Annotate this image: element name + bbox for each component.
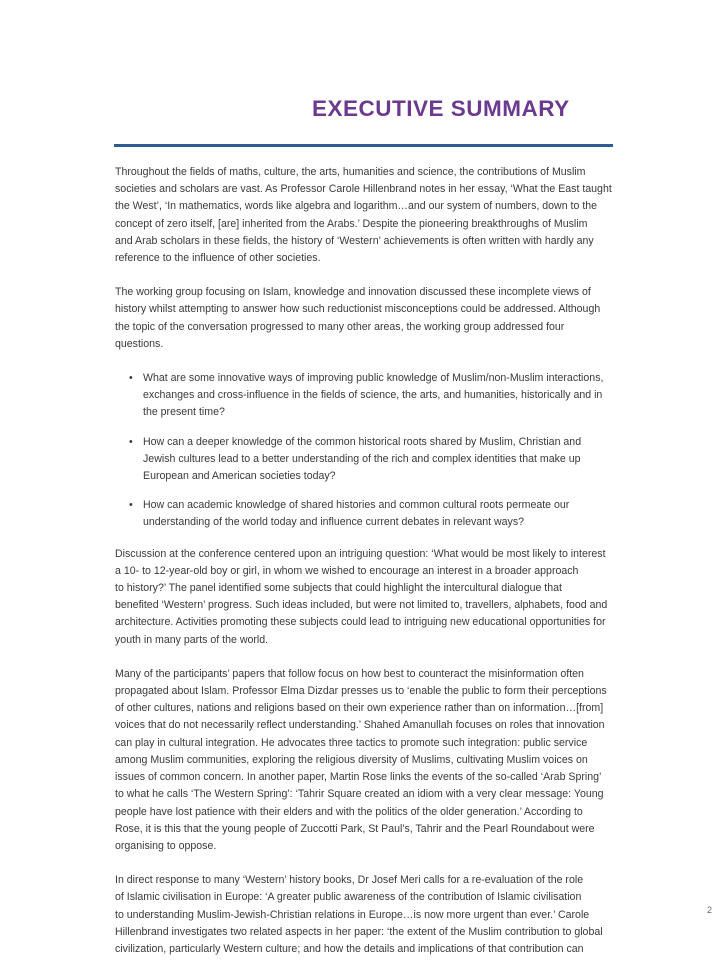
- text-line: European and American societies today?: [143, 470, 336, 483]
- text-line: Throughout the fields of maths, culture, the arts, humanities and science, the contributions of Muslim: [115, 166, 586, 178]
- text-line: How can academic knowledge of shared histories and common cultural roots permeate our: [143, 499, 570, 512]
- text-line: What are some innovative ways of improving public knowledge of Muslim/non-Muslim interactions,: [143, 372, 604, 385]
- text-line: benefited ‘Western’ progress. Such ideas included, but were not limited to, travellers, alphabets, food and: [115, 599, 608, 612]
- text-line: history whilst attempting to answer how such reductionist misconceptions could be addressed. Although: [115, 303, 601, 316]
- paragraph-4: [115, 666, 620, 855]
- page-number: 2: [706, 905, 712, 915]
- paragraph-1: [115, 164, 620, 267]
- text-line: understanding of the world today and influence current debates in relevant ways?: [143, 516, 525, 529]
- text-line: voices that do not necessarily reflect understanding.’ Shahed Amanullah focuses on roles that innovation: [115, 719, 605, 732]
- text-line: the topic of the conversation progressed to many other areas, the working group addressed four: [115, 320, 565, 333]
- text-line: architecture. Activities promoting these subjects could lead to intriguing new educational opportunities for: [115, 616, 606, 629]
- page-title: EXECUTIVE SUMMARY: [312, 96, 570, 121]
- text-line: In direct response to many ‘Western’ history books, Dr Josef Meri calls for a re-evaluation of the role: [115, 874, 584, 887]
- text-line: can play in cultural integration. He advocates three tactics to promote such integration: public service: [115, 736, 588, 749]
- bullet-icon: •: [129, 372, 133, 385]
- text-line: propagated about Islam. Professor Elma Dizdar presses us to ‘enable the public to form their perceptions: [115, 685, 607, 698]
- text-line: among Muslim communities, exploring the religious diversity of Muslims, cultivating Muslim voices on: [115, 753, 588, 766]
- list-item: [115, 434, 620, 486]
- text-line: of other cultures, nations and religions based on their own experience rather than on information…[from]: [115, 702, 604, 715]
- text-line: societies and scholars are vast. As Professor Carole Hillenbrand notes in her essay, ‘What the East taught: [115, 183, 612, 196]
- text-line: reference to the influence of other societies.: [115, 252, 321, 265]
- text-line: Discussion at the conference centered upon an intriguing question: ‘What would be most likely to interest: [115, 547, 606, 560]
- text-line: the present time?: [143, 406, 225, 419]
- text-line: questions.: [115, 337, 164, 350]
- text-line: civilization, particularly Western culture; and how the details and implications of that contribution can: [115, 942, 584, 955]
- text-line: concept of zero itself, [are] inherited from the Arabs.’ Despite the pioneering breakthroughs of Muslim: [115, 217, 588, 230]
- text-line: a 10- to 12-year-old boy or girl, in whom we wished to encourage an interest in a broader approach: [115, 564, 579, 577]
- text-line: Many of the participants’ papers that follow focus on how best to counteract the misinformation often: [115, 667, 584, 680]
- paragraph-5: [115, 872, 620, 958]
- text-line: Hillenbrand investigates two related aspects in her paper: ‘the extent of the Muslim contribution to global: [115, 925, 603, 938]
- text-line: to history?’ The panel identified some subjects that could highlight the intercultural dialogue that: [115, 582, 562, 595]
- question-list: [115, 370, 620, 532]
- text-line: Rose, it is this that the young people of Zuccotti Park, St Paul’s, Tahrir and the Pearl Roundabout were: [115, 822, 595, 835]
- text-line: to what he calls ‘The Western Spring’: ‘Tahrir Square created an idiom with a very clear message: Young: [115, 788, 604, 801]
- list-item: [115, 370, 620, 422]
- body-text: [115, 164, 620, 975]
- text-line: to understanding Muslim-Jewish-Christian relations in Europe…is now more urgent than ever.’ Carole: [115, 908, 590, 921]
- list-item: [115, 497, 620, 531]
- text-line: and Arab scholars in these fields, the history of ‘Western’ achievements is often written with hardly any: [115, 234, 594, 247]
- title-divider: [114, 144, 613, 147]
- bullet-icon: •: [129, 499, 133, 512]
- text-line: organising to oppose.: [115, 839, 217, 852]
- paragraph-2: [115, 284, 620, 353]
- text-line: the West’, ‘In mathematics, words like algebra and logarithm…and our system of numbers, down to the: [115, 200, 598, 213]
- text-line: youth in many parts of the world.: [115, 633, 269, 646]
- bullet-icon: •: [129, 435, 133, 448]
- text-line: of Islamic civilisation in Europe: ‘A greater public awareness of the contribution of Islamic civilisation: [115, 891, 582, 904]
- text-line: The working group focusing on Islam, knowledge and innovation discussed these incomplete views of: [115, 286, 591, 299]
- text-line: people have lost patience with their elders and with the politics of the older generation.’ According to: [115, 805, 583, 818]
- paragraph-3: [115, 546, 620, 649]
- text-line: issues of common concern. In another paper, Martin Rose links the events of the so-called ‘Arab Spring’: [115, 771, 602, 784]
- text-line: Jewish cultures lead to a better understanding of the rich and complex identities that make up: [143, 452, 581, 465]
- text-line: How can a deeper knowledge of the common historical roots shared by Muslim, Christian and: [143, 435, 582, 448]
- text-line: exchanges and cross-influence in the fields of science, the arts, and humanities, historically and in: [143, 389, 603, 402]
